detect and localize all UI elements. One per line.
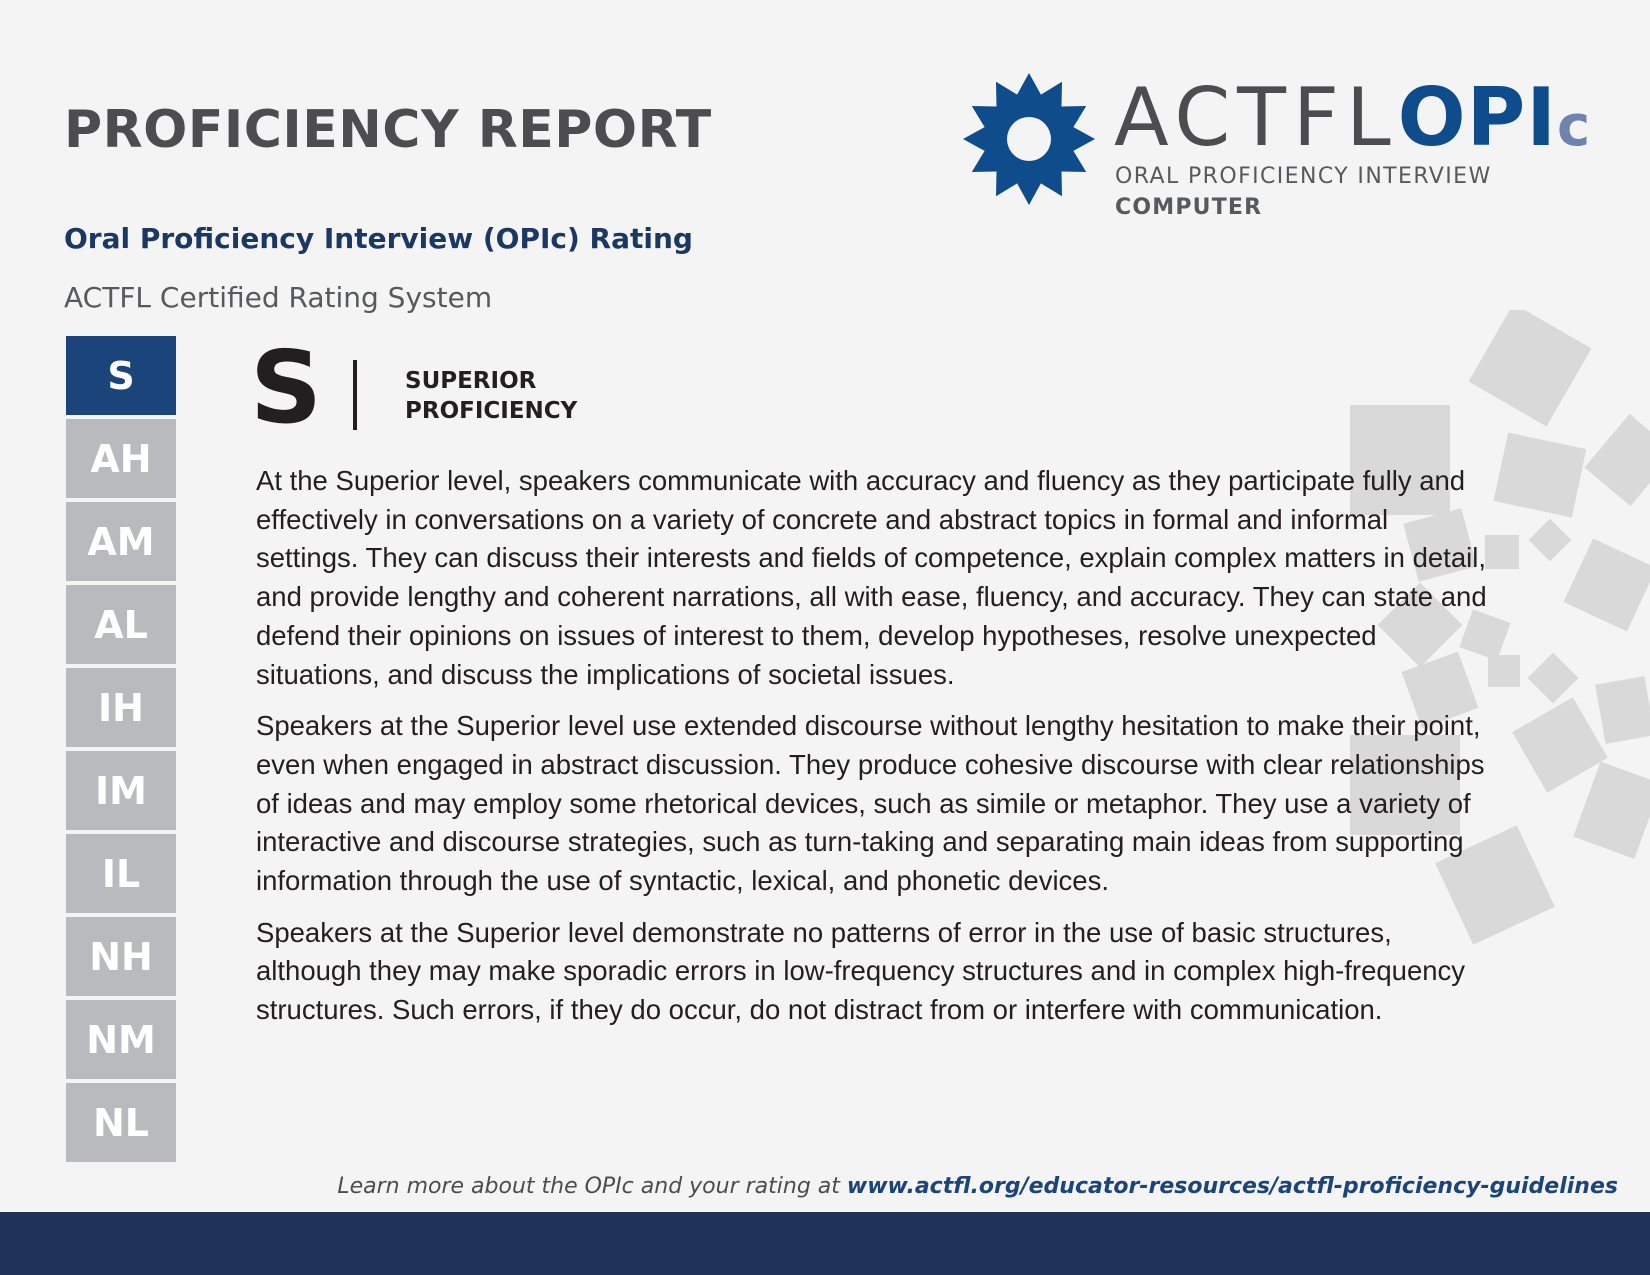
- proficiency-level-scale: [66, 336, 176, 1166]
- actfl-opic-logo: [1114, 71, 1591, 164]
- rating-level-name-line2: PROFICIENCY: [405, 398, 578, 424]
- rating-description: [256, 462, 1496, 1043]
- description-paragraph: Speakers at the Superior level demonstrate no patterns of error in the use of basic structures, although they may make sporadic errors in low-frequency structures and in complex high-frequency structures. Such errors, if they do occur, do not distract from or interfere with communication.: [256, 916, 1466, 1026]
- logo-word-actfl: ACTFL: [1114, 71, 1398, 164]
- rating-divider: [353, 360, 357, 430]
- level-badge-il: IL: [66, 834, 176, 913]
- footer-note-text: Learn more about the OPIc and your rating at: [337, 1174, 847, 1199]
- level-badge-nh: NH: [66, 917, 176, 996]
- rating-system-label: ACTFL Certified Rating System: [64, 281, 493, 314]
- logo-word-opi: OPI: [1397, 71, 1558, 164]
- actfl-starburst-logo-icon: [962, 72, 1096, 206]
- level-badge-al: AL: [66, 585, 176, 664]
- page-title: PROFICIENCY REPORT: [64, 100, 712, 160]
- rating-level-name: [405, 366, 625, 426]
- logo-word-c: c: [1557, 94, 1591, 159]
- level-badge-im: IM: [66, 751, 176, 830]
- level-badge-ah: AH: [66, 419, 176, 498]
- rating-letter: S: [250, 329, 323, 446]
- guidelines-link[interactable]: www.actfl.org/educator-resources/actfl-proficiency-guidelines: [846, 1174, 1618, 1199]
- logo-tagline: ORAL PROFICIENCY INTERVIEW: [1115, 164, 1492, 189]
- logo-tagline-computer: COMPUTER: [1115, 195, 1263, 220]
- level-badge-nl: NL: [66, 1083, 176, 1162]
- description-paragraph: Speakers at the Superior level use extended discourse without lengthy hesitation to make their point, even when engaged in abstract discussion. They produce cohesive discourse with clear relationships of ideas and may employ some rhetorical devices, such as simile or metaphor. They use a variety of interactive and discourse strategies, such as turn-taking and separating main ideas from supporting information through the use of syntactic, lexical, and phonetic devices.: [256, 710, 1485, 897]
- rating-level-name-line1: SUPERIOR: [405, 368, 537, 394]
- level-badge-am: AM: [66, 502, 176, 581]
- level-badge-ih: IH: [66, 668, 176, 747]
- rating-subtitle: Oral Proficiency Interview (OPIc) Rating: [64, 222, 693, 255]
- footer-note: [337, 1174, 1618, 1199]
- level-badge-s: S: [66, 336, 176, 415]
- description-paragraph: At the Superior level, speakers communicate with accuracy and fluency as they participate fully and effectively in conversations on a variety of concrete and abstract topics in formal and informal settings. They can discuss their interests and fields of competence, explain complex matters in detail, and provide lengthy and coherent narrations, all with ease, fluency, and accuracy. They can state and defend their opinions on issues of interest to them, develop hypotheses, resolve unexpected situations, and discuss the implications of societal issues.: [256, 465, 1487, 690]
- footer-bar: [0, 1212, 1650, 1275]
- level-badge-nm: NM: [66, 1000, 176, 1079]
